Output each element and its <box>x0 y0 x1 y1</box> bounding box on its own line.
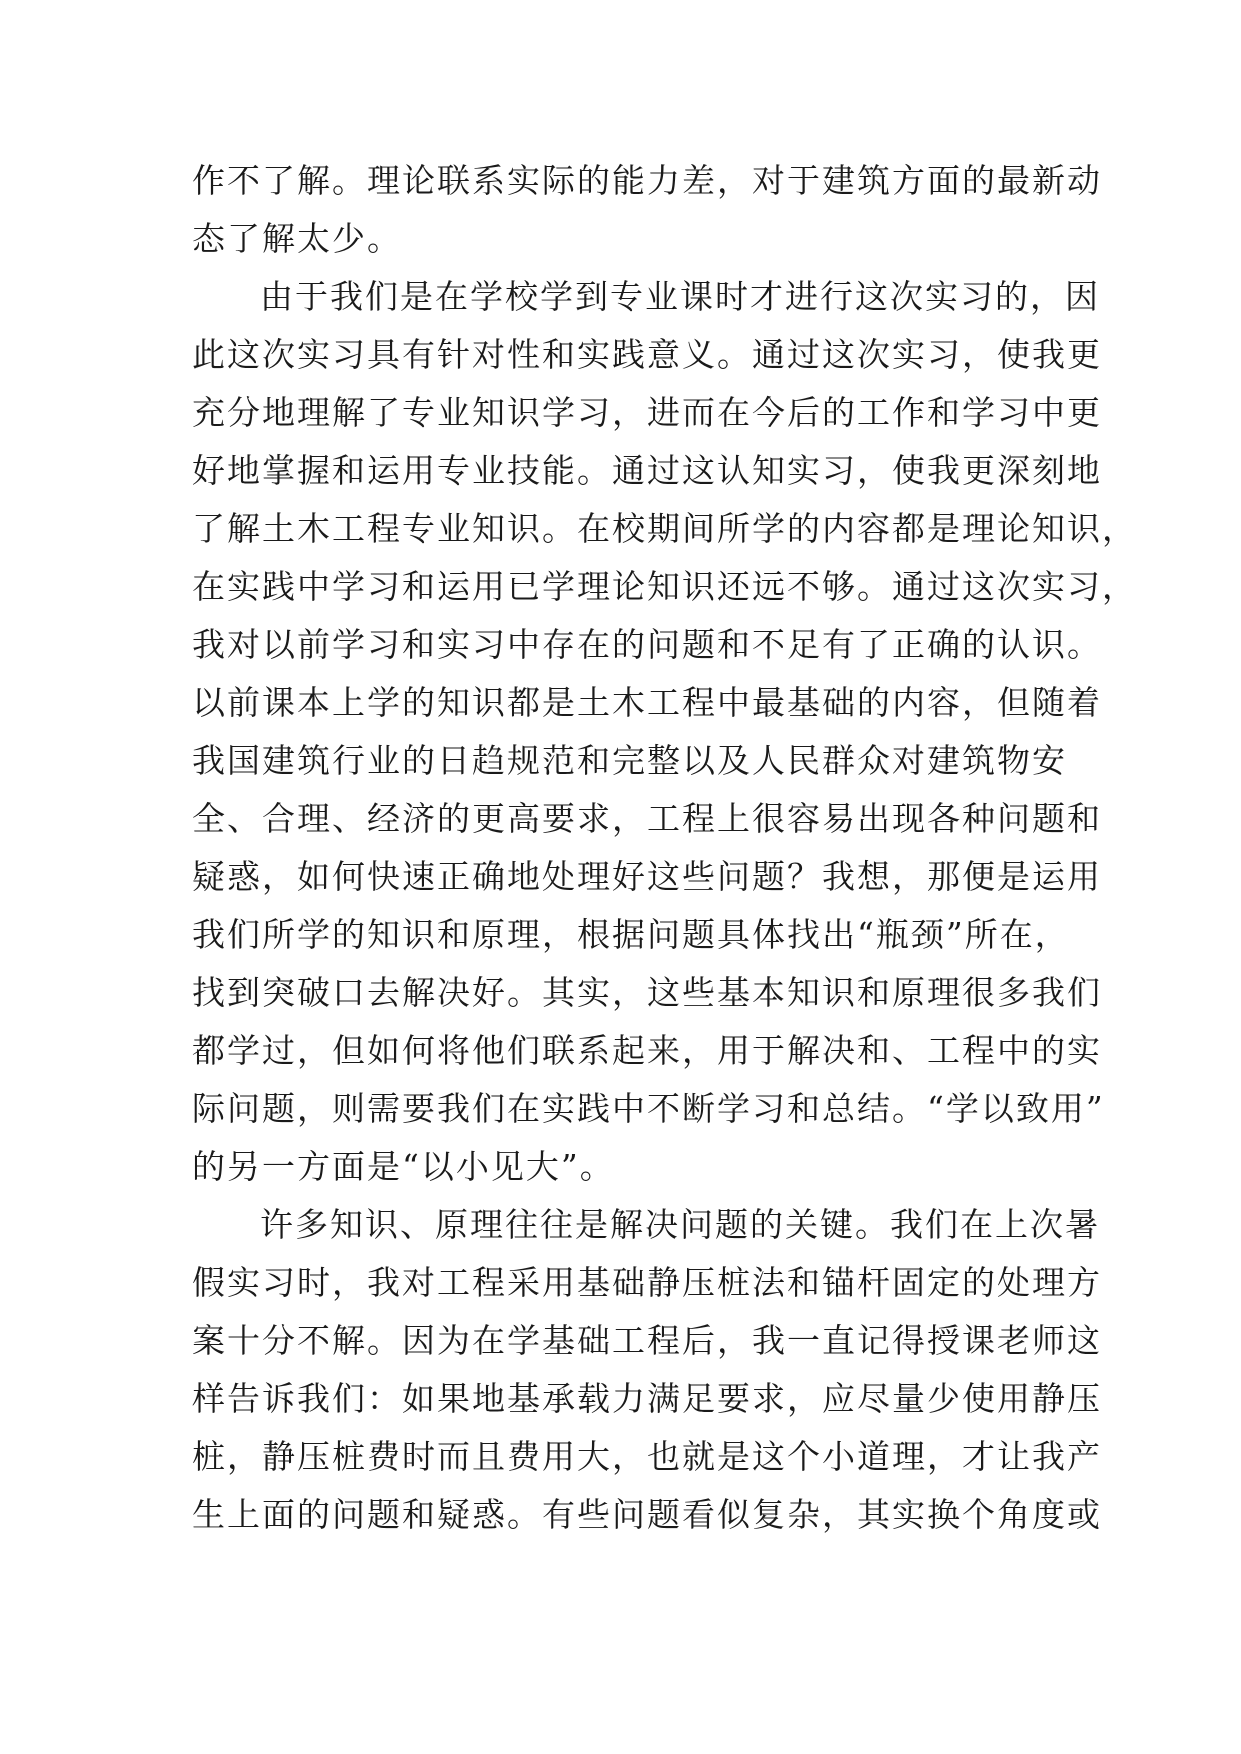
text-line: 我们所学的知识和原理，根据问题具体找出“瓶颈”所在， <box>192 915 1070 954</box>
text-line: 疑惑，如何快速正确地处理好这些问题？我想，那便是运用 <box>192 857 1102 896</box>
text-line: 都学过，但如何将他们联系起来，用于解决和、工程中的实 <box>192 1031 1102 1070</box>
text-line: 我对以前学习和实习中存在的问题和不足有了正确的认识。 <box>192 625 1102 664</box>
text-line: 了解土木工程专业知识。在校期间所学的内容都是理论知识， <box>192 509 1137 548</box>
text-line: 生上面的问题和疑惑。有些问题看似复杂，其实换个角度或 <box>192 1495 1102 1534</box>
text-line: 样告诉我们：如果地基承载力满足要求，应尽量少使用静压 <box>192 1379 1102 1418</box>
text-line: 际问题，则需要我们在实践中不断学习和总结。“学以致用” <box>192 1089 1105 1128</box>
text-line: 充分地理解了专业知识学习，进而在今后的工作和学习中更 <box>192 393 1102 432</box>
body-text <box>192 152 1137 1544</box>
text-line: 我国建筑行业的日趋规范和完整以及人民群众对建筑物安 <box>192 741 1067 780</box>
text-line: 态了解太少。 <box>192 219 402 258</box>
text-line: 找到突破口去解决好。其实，这些基本知识和原理很多我们 <box>192 973 1102 1012</box>
paragraph-start-line: 许多知识、原理往往是解决问题的关键。我们在上次暑 <box>260 1205 1100 1244</box>
text-line: 全、合理、经济的更高要求，工程上很容易出现各种问题和 <box>192 799 1102 838</box>
text-line: 好地掌握和运用专业技能。通过这认知实习，使我更深刻地 <box>192 451 1102 490</box>
text-line: 假实习时，我对工程采用基础静压桩法和锚杆固定的处理方 <box>192 1263 1102 1302</box>
text-line: 桩，静压桩费时而且费用大，也就是这个小道理，才让我产 <box>192 1437 1102 1476</box>
text-line: 的另一方面是“以小见大”。 <box>192 1147 615 1186</box>
text-line: 以前课本上学的知识都是土木工程中最基础的内容，但随着 <box>192 683 1102 722</box>
text-line: 案十分不解。因为在学基础工程后，我一直记得授课老师这 <box>192 1321 1102 1360</box>
paragraph-start-line: 由于我们是在学校学到专业课时才进行这次实习的，因 <box>260 277 1100 316</box>
text-line: 此这次实习具有针对性和实践意义。通过这次实习，使我更 <box>192 335 1102 374</box>
text-line: 作不了解。理论联系实际的能力差，对于建筑方面的最新动 <box>192 161 1102 200</box>
text-line: 在实践中学习和运用已学理论知识还远不够。通过这次实习， <box>192 567 1137 606</box>
